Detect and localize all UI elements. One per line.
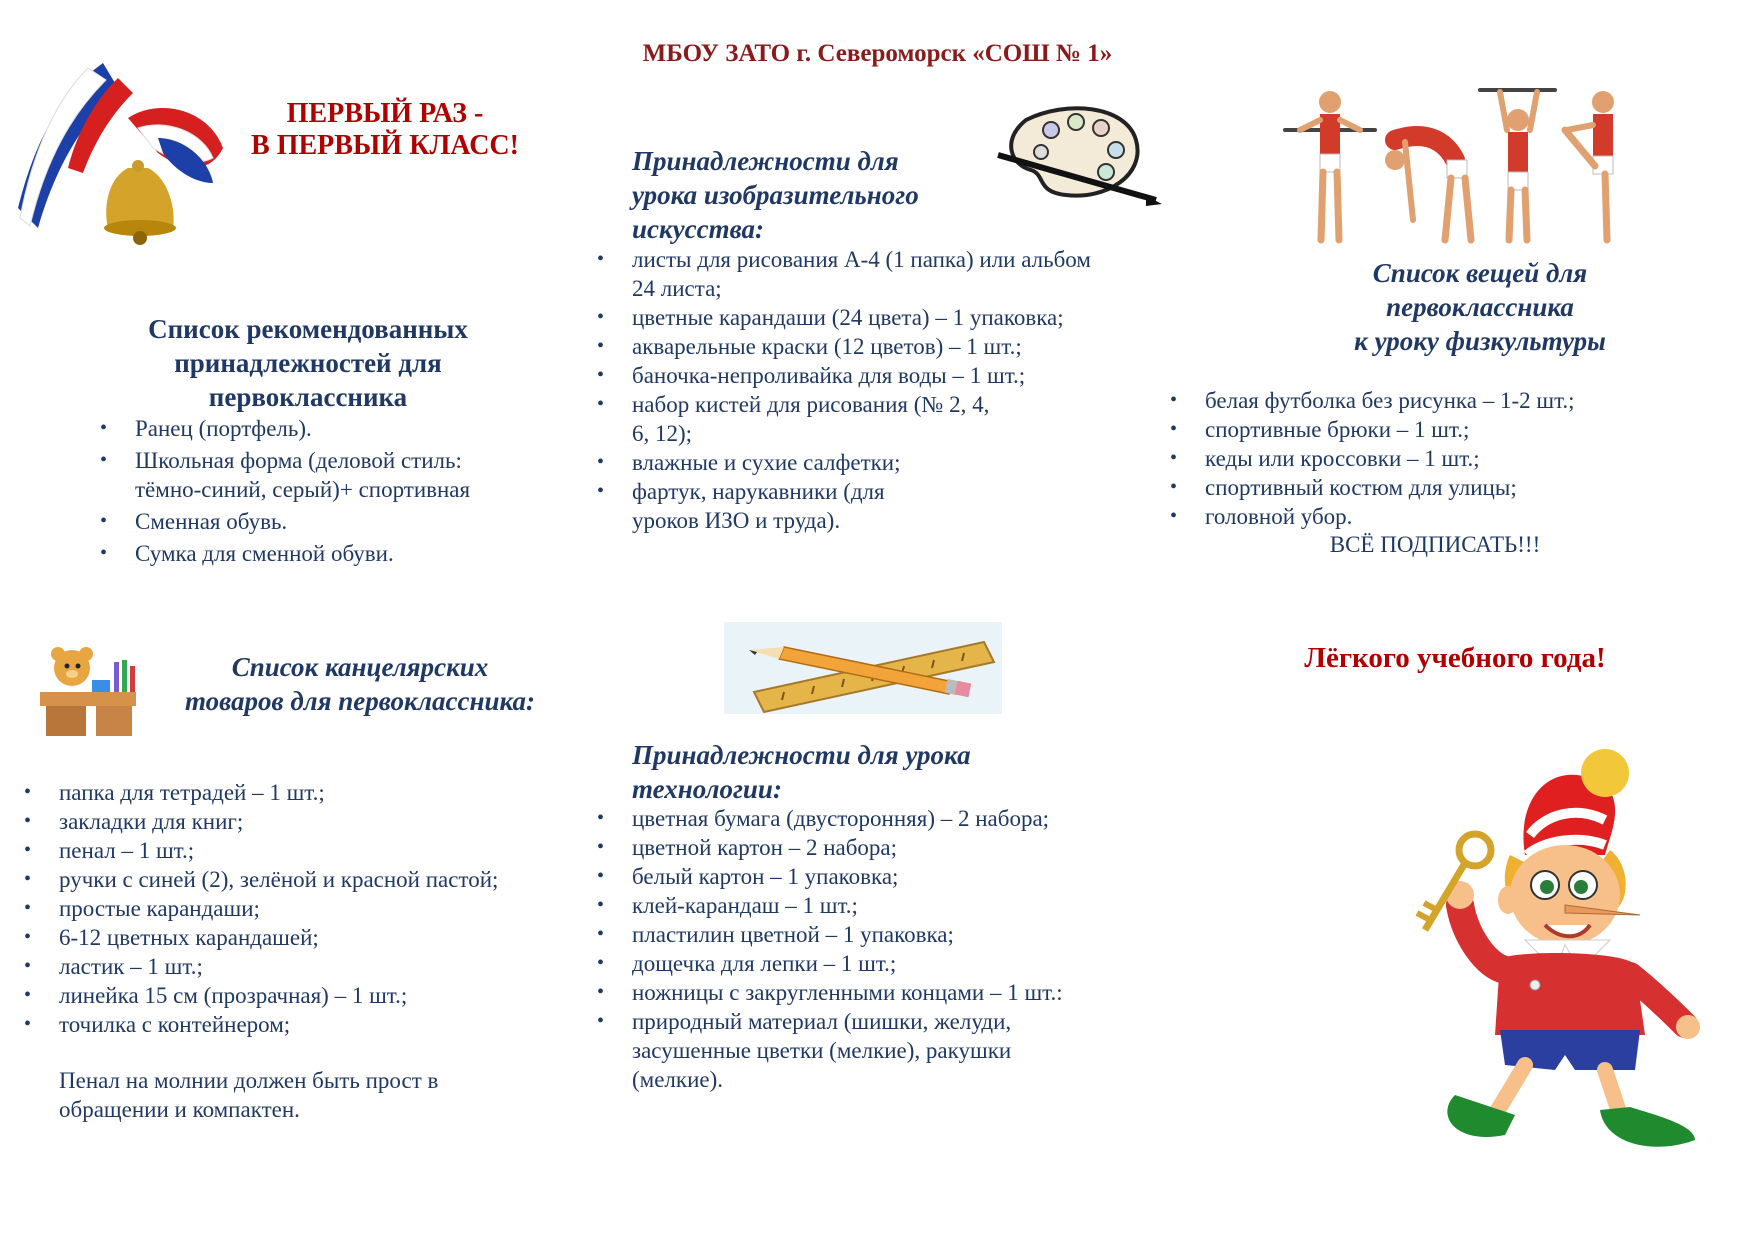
stationery-heading — [150, 650, 570, 718]
list-item: • точилка с контейнером; — [24, 1010, 564, 1039]
heading-line: товаров для первоклассника: — [184, 686, 535, 716]
list-item: • закладки для книг; — [24, 807, 564, 836]
sign-everything-note: ВСЁ ПОДПИСАТЬ!!! — [1329, 532, 1541, 557]
list-item: • Сменная обувь. — [100, 507, 530, 536]
list-item: • цветной картон – 2 набора; — [597, 833, 1137, 862]
wish-text: Лёгкого учебного года! — [1304, 642, 1606, 674]
list-item: • ластик – 1 шт.; — [24, 952, 564, 981]
art-heading — [632, 144, 1012, 246]
list-item: • спортивный костюм для улицы; — [1170, 473, 1670, 502]
list-item: • Сумка для сменной обуви. — [100, 539, 530, 568]
list-item: • пластилин цветной – 1 упаковка; — [597, 920, 1137, 949]
list-item: • акварельные краски (12 цветов) – 1 шт.; — [597, 332, 1117, 361]
heading-line: технологии: — [632, 774, 782, 804]
recommended-heading — [108, 312, 508, 414]
recommended-list — [100, 414, 530, 568]
list-item: • природный материал (шишки, желуди, засушенные цветки (мелкие), ракушки (мелкие). — [597, 1007, 1062, 1094]
stationery-list — [24, 778, 564, 1039]
list-item: • линейка 15 см (прозрачная) – 1 шт.; — [24, 981, 564, 1010]
school-name: МБОУ ЗАТО г. Североморск «СОШ № 1» — [642, 40, 1113, 67]
teddy-desk-icon — [34, 642, 142, 742]
pe-heading — [1300, 256, 1660, 358]
list-item: • пенал – 1 шт.; — [24, 836, 564, 865]
list-item: • дощечка для лепки – 1 шт.; — [597, 949, 1137, 978]
heading-line: первоклассника — [1386, 292, 1574, 322]
list-item: • простые карандаши; — [24, 894, 564, 923]
main-title — [200, 98, 570, 162]
heading-line: Принадлежности для урока — [632, 740, 971, 770]
heading-line: Список канцелярских — [231, 652, 489, 682]
list-item: • ножницы с закругленными концами – 1 шт.: — [597, 978, 1137, 1007]
heading-line: к уроку физкультуры — [1354, 326, 1606, 356]
main-title-line2: В ПЕРВЫЙ КЛАСС! — [251, 130, 519, 161]
heading-line: Список вещей для — [1372, 258, 1588, 288]
heading-line: первоклассника — [208, 382, 408, 412]
list-item: • белая футболка без рисунка – 1-2 шт.; — [1170, 386, 1670, 415]
pe-list — [1170, 386, 1670, 531]
list-item: • спортивные брюки – 1 шт.; — [1170, 415, 1670, 444]
tech-list — [597, 804, 1137, 1094]
list-item: • кеды или кроссовки – 1 шт.; — [1170, 444, 1670, 473]
pencil-case-note: Пенал на молнии должен быть прост в обращении и компактен. — [59, 1068, 439, 1122]
heading-line: Список рекомендованных — [148, 314, 468, 344]
pinocchio-icon — [1405, 735, 1705, 1185]
gymnasts-icon — [1275, 80, 1635, 248]
list-item: • клей-карандаш – 1 шт.; — [597, 891, 1137, 920]
list-item: • головной убор. — [1170, 502, 1670, 531]
list-item: • листы для рисования А-4 (1 папка) или альбом 24 листа; — [597, 245, 1117, 303]
heading-line: Принадлежности для — [632, 146, 899, 176]
list-item: • набор кистей для рисования (№ 2, 4, 6, 12); — [597, 390, 992, 448]
list-item: • 6-12 цветных карандашей; — [24, 923, 564, 952]
list-item: • цветная бумага (двусторонняя) – 2 набора; — [597, 804, 1137, 833]
art-list — [597, 245, 1117, 535]
list-item: • Ранец (портфель). — [100, 414, 530, 443]
heading-line: искусства: — [632, 214, 765, 244]
list-item: • влажные и сухие салфетки; — [597, 448, 1117, 477]
list-item: • цветные карандаши (24 цвета) – 1 упаковка; — [597, 303, 1117, 332]
pencil-ruler-icon — [724, 622, 1002, 714]
tech-heading — [632, 738, 1052, 806]
main-title-line1: ПЕРВЫЙ РАЗ - — [286, 98, 484, 129]
list-item: • папка для тетрадей – 1 шт.; — [24, 778, 564, 807]
heading-line: принадлежностей для — [174, 348, 442, 378]
list-item: • ручки с синей (2), зелёной и красной пастой; — [24, 865, 564, 894]
list-item: • Школьная форма (деловой стиль: тёмно-синий, серый)+ спортивная — [100, 446, 530, 504]
list-item: • белый картон – 1 упаковка; — [597, 862, 1137, 891]
list-item: • баночка-непроливайка для воды – 1 шт.; — [597, 361, 1117, 390]
list-item: • фартук, нарукавники (для уроков ИЗО и труда). — [597, 477, 952, 535]
heading-line: урока изобразительного — [632, 180, 919, 210]
palette-icon — [996, 100, 1164, 215]
